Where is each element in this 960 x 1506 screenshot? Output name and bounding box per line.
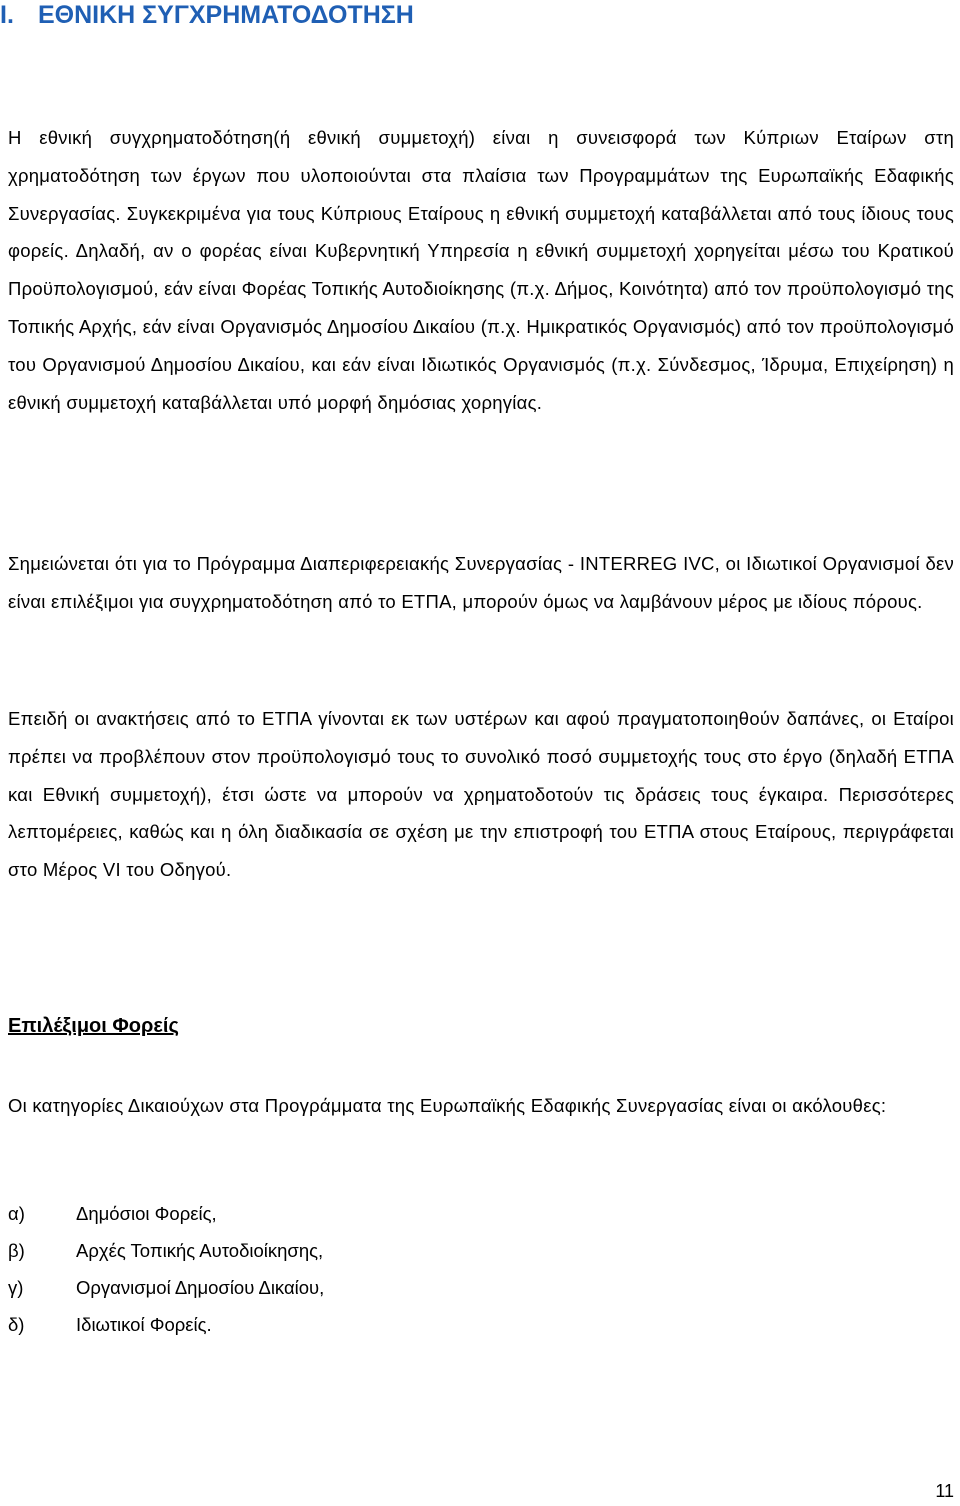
paragraph-interreg-note: Σημειώνεται ότι για το Πρόγραμμα Διαπεριφερειακής Συνεργασίας - INTERREG IVC, οι Ιδιωτικοί Οργανισμοί δεν είναι επιλέξιμοι για συγχρηματοδότηση από το ΕΤΠΑ, μπορούν όμως να λαμβάνουν μέρος με ιδίους πόρους. [8,553,954,612]
list-item-text: Αρχές Τοπικής Αυτοδιοίκησης, [76,1240,324,1261]
list-item [8,1195,324,1232]
page-number: 11 [935,1481,954,1501]
list-item [8,1269,324,1306]
heading-title: ΕΘΝΙΚΗ ΣΥΓΧΡΗΜΑΤΟΔΟΤΗΣΗ [38,1,414,29]
paragraph-beneficiary-categories: Οι κατηγορίες Δικαιούχων στα Προγράμματα της Ευρωπαϊκής Εδαφικής Συνεργασίας είναι οι ακόλουθες: [8,1095,887,1116]
list-item-text: Δημόσιοι Φορείς, [76,1203,217,1224]
heading-number: I. [0,1,14,29]
list-item-text: Ιδιωτικοί Φορείς. [76,1314,212,1335]
list-marker: γ) [8,1277,24,1298]
list-item [8,1232,324,1269]
paragraph-erdf-recoveries: Επειδή οι ανακτήσεις από το ΕΤΠΑ γίνονται εκ των υστέρων και αφού πραγματοποιηθούν δαπάνες, οι Εταίροι πρέπει να προβλέπουν στον προϋπολογισμό τους το συνολικό ποσό συμμετοχής τους στο έργο (δηλαδή ΕΤΠΑ και Εθνική συμμετοχή), έτσι ώστε να μπορούν να χρηματοδοτούν τις δράσεις τους έγκαιρα. Περισσότερες λεπτομέρειες, καθώς και η όλη διαδικασία σε σχέση με την επιστροφή του ΕΤΠΑ στους Εταίρους, περιγράφεται στο Μέρος VI του Οδηγού. [8,708,954,881]
list-marker: δ) [8,1314,25,1335]
list-item [8,1306,324,1343]
eligible-bodies-list [8,1195,324,1343]
page-title [0,0,960,30]
section-heading-eligible-bodies: Επιλέξιμοι Φορείς [8,1015,179,1037]
paragraph-national-cofinancing: Η εθνική συγχρηματοδότηση(ή εθνική συμμετοχή) είναι η συνεισφορά των Κύπριων Εταίρων στη χρηματοδότηση των έργων που υλοποιούνται στα πλαίσια των Προγραμμάτων της Ευρωπαϊκής Εδαφικής Συνεργασίας. Συγκεκριμένα για τους Κύπριους Εταίρους η εθνική συμμετοχή καταβάλλεται από τους ίδιους τους φορείς. Δηλαδή, αν ο φορέας είναι Κυβερνητική Υπηρεσία η εθνική συμμετοχή χορηγείται μέσω του Κρατικού Προϋπολογισμού, εάν είναι Φορέας Τοπικής Αυτοδιοίκησης (π.χ. Δήμος, Κοινότητα) από τον προϋπολογισμό της Τοπικής Αρχής, εάν είναι Οργανισμός Δημοσίου Δικαίου (π.χ. Ημικρατικός Οργανισμός) από τον προϋπολογισμό του Οργανισμού Δημοσίου Δικαίου, και εάν είναι Ιδιωτικός Οργανισμός (π.χ. Σύνδεσμος, Ίδρυμα, Επιχείρηση) η εθνική συμμετοχή καταβάλλεται υπό μορφή δημόσιας χορηγίας. [8,127,954,413]
list-marker: α) [8,1203,25,1224]
list-item-text: Οργανισμοί Δημοσίου Δικαίου, [76,1277,325,1298]
list-marker: β) [8,1240,25,1261]
